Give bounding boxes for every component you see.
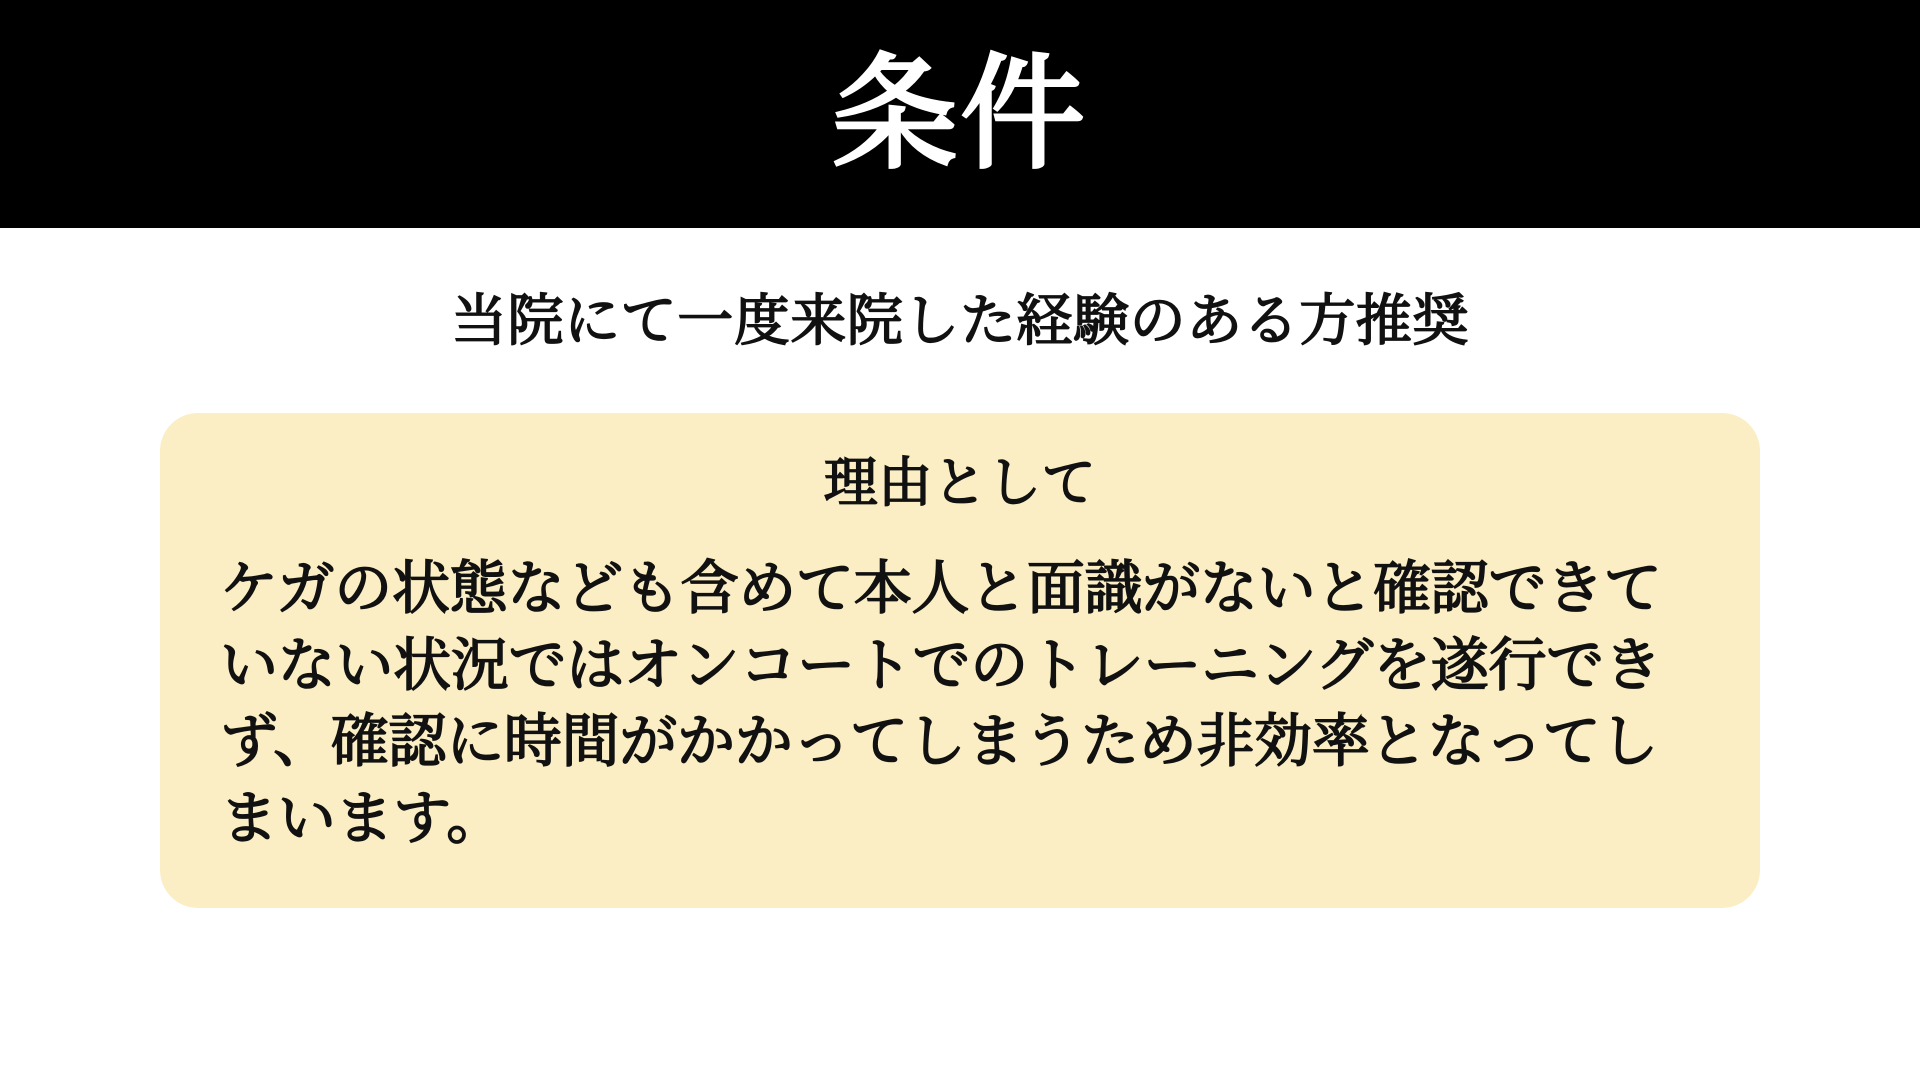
reason-card-body: ケガの状態なども含めて本人と面識がないと確認できていない状況ではオンコートでのトレーニングを遂行できず、確認に時間がかかってしまうため非効率となってしまいます。 <box>220 553 1662 852</box>
page-title: 条件 <box>832 41 1088 187</box>
header-band <box>0 0 1920 228</box>
slide-body <box>0 228 1920 1080</box>
reason-card-title: 理由として <box>823 451 1097 515</box>
subtitle-text: 当院にて一度来院した経験のある方推奨 <box>450 289 1470 354</box>
reason-card <box>160 413 1760 908</box>
